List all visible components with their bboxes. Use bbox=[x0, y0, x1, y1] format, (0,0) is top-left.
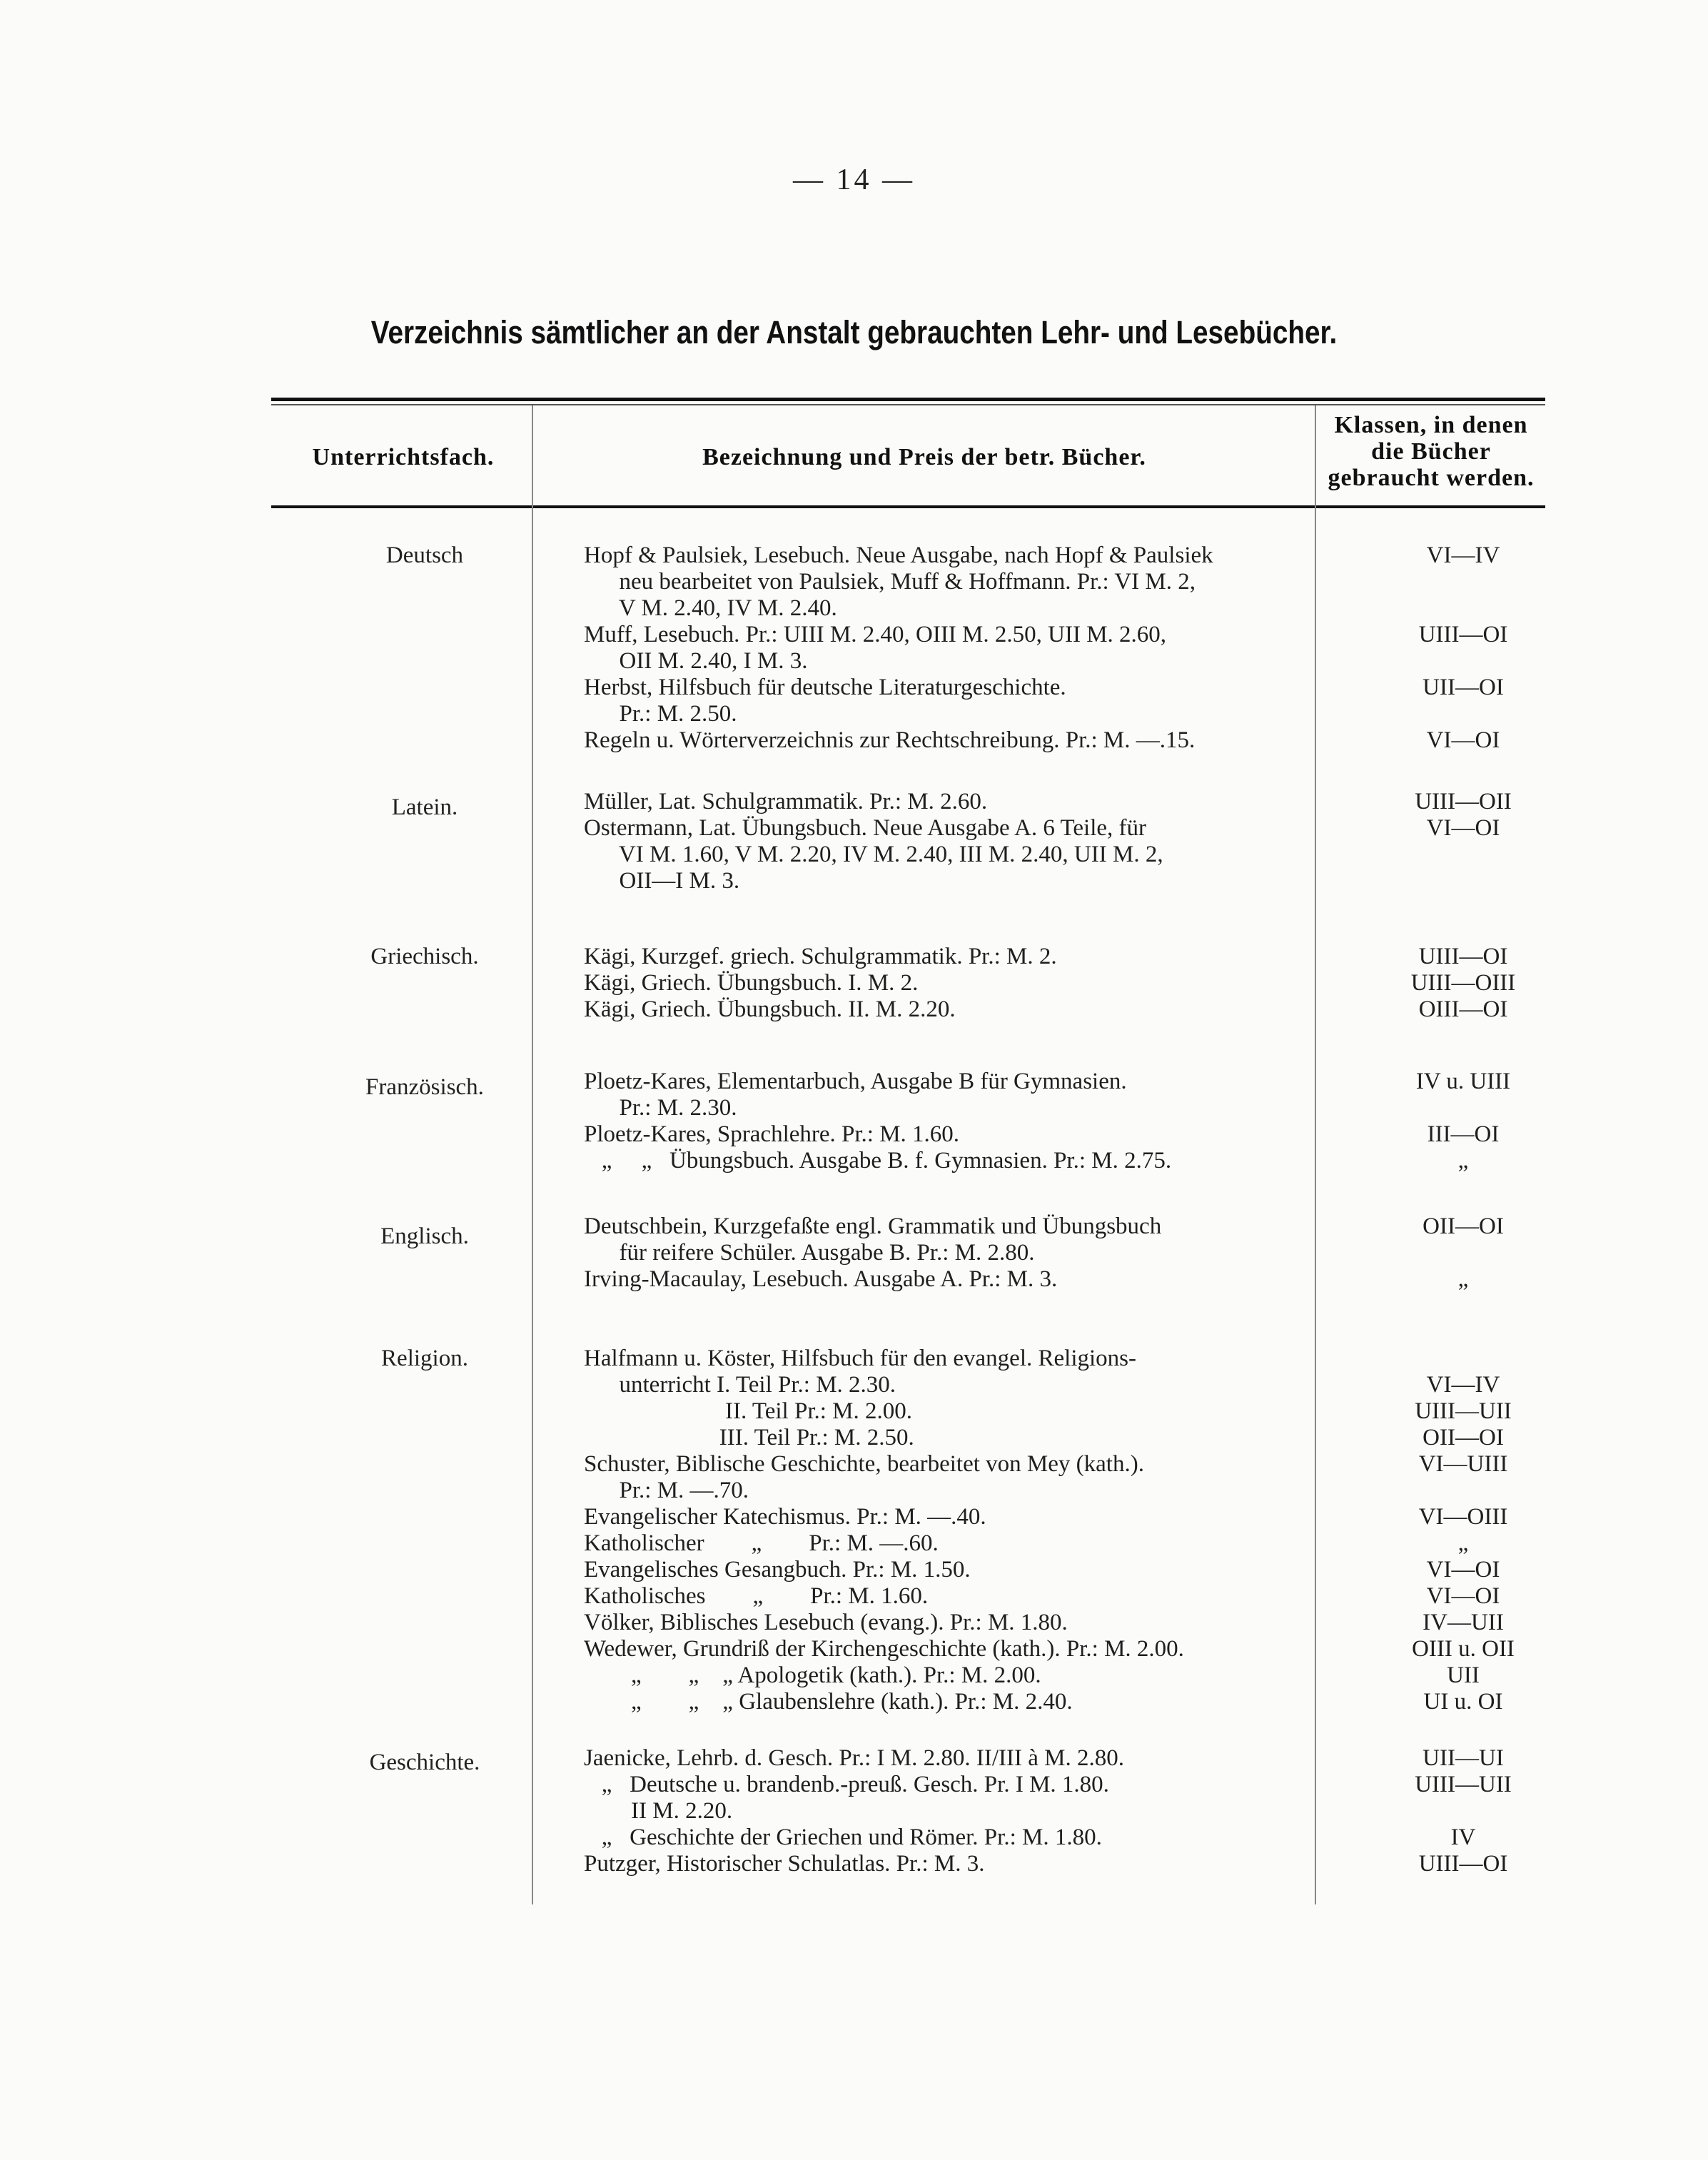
header-classes: Klassen, in denen die Bücher gebraucht werden. bbox=[1328, 412, 1535, 491]
classes-cell: UIII—OII VI—OI bbox=[1415, 789, 1512, 841]
subject-cell: Englisch. bbox=[380, 1223, 469, 1249]
classes-cell: VI—IV UIII—UII OII—OI VI—UIII VI—OIII „ VI—OI VI—OI IV—UII OIII u. OII UII UI u. OI bbox=[1412, 1372, 1515, 1715]
books-cell: Hopf & Paulsiek, Lesebuch. Neue Ausgabe, nach Hopf & Paulsiek neu bearbeitet von Paulsiek, Muff & Hoffmann. Pr.: VI M. 2, V M. 2.40, IV M. 2.40. Muff, Lesebuch. Pr.: UIII M. 2.40, OIII M. 2.50, UII M. 2.60, OII M. 2.40, I M. 3. Herbst, Hilfsbuch für deutsche Literaturgeschichte. Pr.: M. 2.50. Regeln u. Wörterverzeichnis zur Rechtschreibung. Pr.: M. —.15. bbox=[584, 542, 1213, 753]
header-subject: Unterrichtsfach. bbox=[312, 444, 495, 470]
classes-cell: OII—OI „ bbox=[1423, 1213, 1504, 1292]
subject-cell: Latein. bbox=[391, 794, 458, 820]
subject-cell: Französisch. bbox=[365, 1074, 484, 1100]
subject-cell: Geschichte. bbox=[369, 1750, 480, 1775]
books-cell: Deutschbein, Kurzgefaßte engl. Grammatik und Übungsbuch für reifere Schüler. Ausgabe B. Pr.: M. 2.80. Irving-Macaulay, Lesebuch. Ausgabe A. Pr.: M. 3. bbox=[584, 1213, 1162, 1292]
books-cell: Ploetz-Kares, Elementarbuch, Ausgabe B für Gymnasien. Pr.: M. 2.30. Ploetz-Kares, Sprachlehre. Pr.: M. 1.60. „ „ Übungsbuch. Ausgabe B. f. Gymnasien. Pr.: M. 2.75. bbox=[584, 1069, 1172, 1174]
header-bottom-rule bbox=[271, 505, 1545, 508]
table-top-rule bbox=[271, 398, 1545, 401]
table-top-rule-thin bbox=[271, 404, 1545, 405]
classes-cell: IV u. UIII III—OI „ bbox=[1415, 1069, 1511, 1174]
subject-cell: Deutsch bbox=[385, 542, 464, 568]
classes-cell: VI—IV UIII—OI UII—OI VI—OI bbox=[1418, 542, 1508, 753]
books-cell: Jaenicke, Lehrb. d. Gesch. Pr.: I M. 2.80. II/III à M. 2.80. „ Deutsche u. brandenb.-preuß. Gesch. Pr. I M. 1.80. II M. 2.20. „ Geschichte der Griechen und Römer. Pr.: M. 1.80. Putzger, Historischer Schulatlas. Pr.: M. 3. bbox=[584, 1745, 1124, 1877]
books-cell: Kägi, Kurzgef. griech. Schulgrammatik. Pr.: M. 2. Kägi, Griech. Übungsbuch. I. M. 2. Kägi, Griech. Übungsbuch. II. M. 2.20. bbox=[584, 944, 1057, 1022]
books-cell: Halfmann u. Köster, Hilfsbuch für den evangel. Religions- unterricht I. Teil Pr.: M. 2.30. II. Teil Pr.: M. 2.00. III. Teil Pr.: M. 2.50. Schuster, Biblische Geschichte, bearbeitet von Mey (kath.). Pr.: M. —.70. Evangelischer Katechismus. Pr.: M. —.40. Katholischer „ Pr.: M. —.60. Evangelisches Gesangbuch. Pr.: M. 1.50. Katholisches „ Pr.: M. 1.60. Völker, Biblisches Lesebuch (evang.). Pr.: M. 1.80. Wedewer, Grundriß der Kirchengeschichte (kath.). Pr.: M. 2.00. „ „ „ Apologetik (kath.). Pr.: M. 2.00. „ „ „ Glaubenslehre (kath.). Pr.: M. 2.40. bbox=[584, 1346, 1184, 1715]
books-cell: Müller, Lat. Schulgrammatik. Pr.: M. 2.60. Ostermann, Lat. Übungsbuch. Neue Ausgabe A. 6 Teile, für VI M. 1.60, V M. 2.20, IV M. 2.40, III M. 2.40, UII M. 2, OII—I M. 3. bbox=[584, 789, 1163, 894]
classes-cell: UIII—OI UIII—OIII OIII—OI bbox=[1410, 944, 1516, 1022]
classes-cell: UII—UI UIII—UII IV UIII—OI bbox=[1415, 1745, 1512, 1877]
subject-cell: Griechisch. bbox=[370, 944, 479, 969]
page-title: Verzeichnis sämtlicher an der Anstalt gebrauchten Lehr- und Lesebücher. bbox=[370, 314, 1338, 350]
header-books: Bezeichnung und Preis der betr. Bücher. bbox=[702, 444, 1146, 470]
page-number: — 14 — bbox=[793, 163, 915, 196]
subject-cell: Religion. bbox=[381, 1346, 468, 1371]
column-divider-left bbox=[532, 405, 533, 1904]
